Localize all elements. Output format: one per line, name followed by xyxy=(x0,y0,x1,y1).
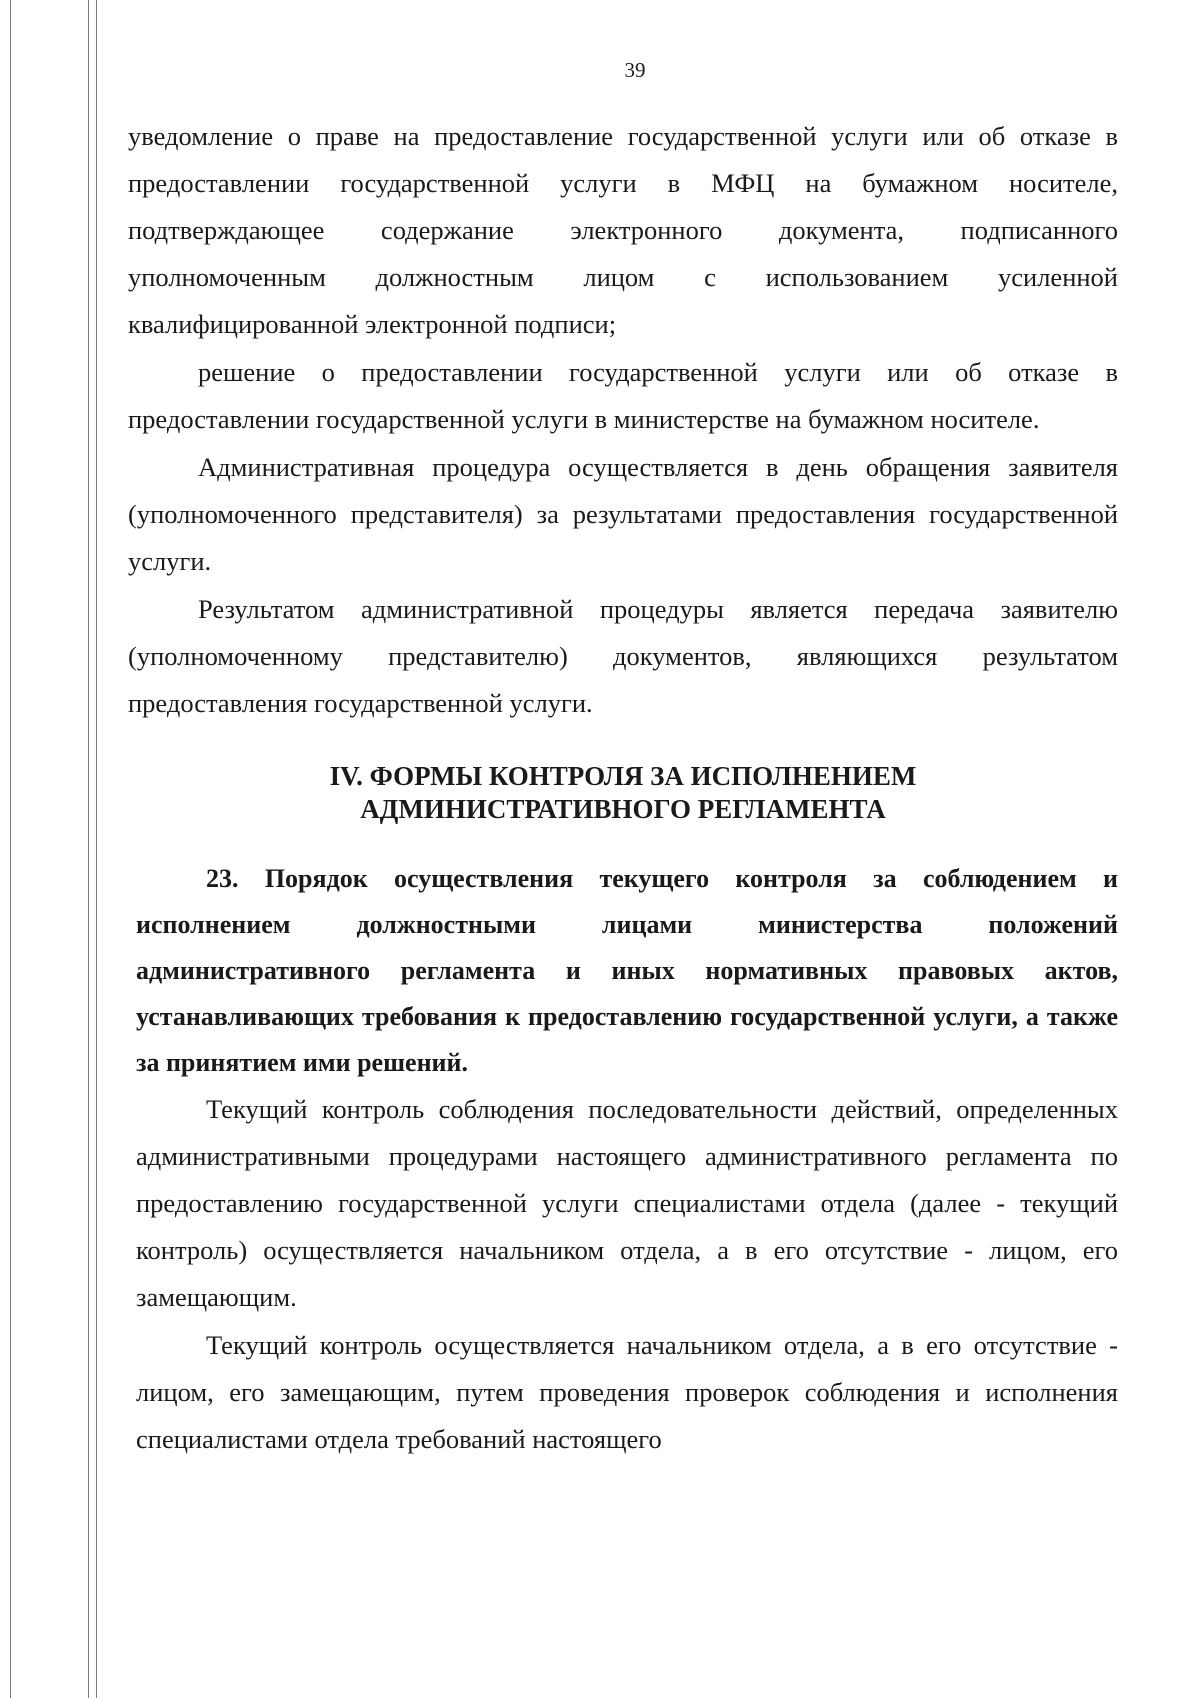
paragraph: уведомление о праве на предоставление государственной услуги или об отказе в предоставлении государственной услуги в МФЦ на бумажном носителе, подтверждающее содержание электронного документа, подписанного уполномоченным должностным лицом с использованием усиленной квалифицированной электронной подписи; xyxy=(128,121,1118,339)
scan-margin-line xyxy=(96,0,97,1698)
subsection-heading: 23. Порядок осуществления текущего контроля за соблюдением и исполнением должностными лицами министерства положений административного регламента и иных нормативных правовых актов, устанавливающих требования к предоставлению государственной услуги, а также за принятием ими решений. xyxy=(136,864,1118,1077)
scan-margin-line xyxy=(88,0,89,1698)
scan-edge-line xyxy=(10,0,11,1698)
document-page xyxy=(128,58,1118,1463)
paragraph: Текущий контроль соблюдения последовательности действий, определенных административными процедурами настоящего административного регламента по предоставлению государственной услуги специалистами отдела (далее - текущий контроль) осуществляется начальником отдела, а в его отсутствие - лицом, его замещающим. xyxy=(136,1094,1118,1312)
section-heading-line: IV. ФОРМЫ КОНТРОЛЯ ЗА ИСПОЛНЕНИЕМ xyxy=(329,761,917,791)
paragraph: Результатом административной процедуры является передача заявителю (уполномоченному представителю) документов, являющихся результатом предоставления государственной услуги. xyxy=(128,594,1118,718)
section-heading xyxy=(128,760,1118,826)
paragraph: Текущий контроль осуществляется начальником отдела, а в его отсутствие - лицом, его замещающим, путем проведения проверок соблюдения и исполнения специалистами отдела требований настоящего xyxy=(136,1330,1118,1454)
bottom-text-block xyxy=(136,1086,1118,1463)
page-number: 39 xyxy=(624,58,646,82)
section-heading-line: АДМИНИСТРАТИВНОГО РЕГЛАМЕНТА xyxy=(360,794,886,824)
paragraph: решение о предоставлении государственной услуги или об отказе в предоставлении государственной услуги в министерстве на бумажном носителе. xyxy=(128,357,1118,434)
top-text-block xyxy=(128,113,1118,727)
paragraph: Административная процедура осуществляется в день обращения заявителя (уполномоченного представителя) за результатами предоставления государственной услуги. xyxy=(128,452,1118,576)
